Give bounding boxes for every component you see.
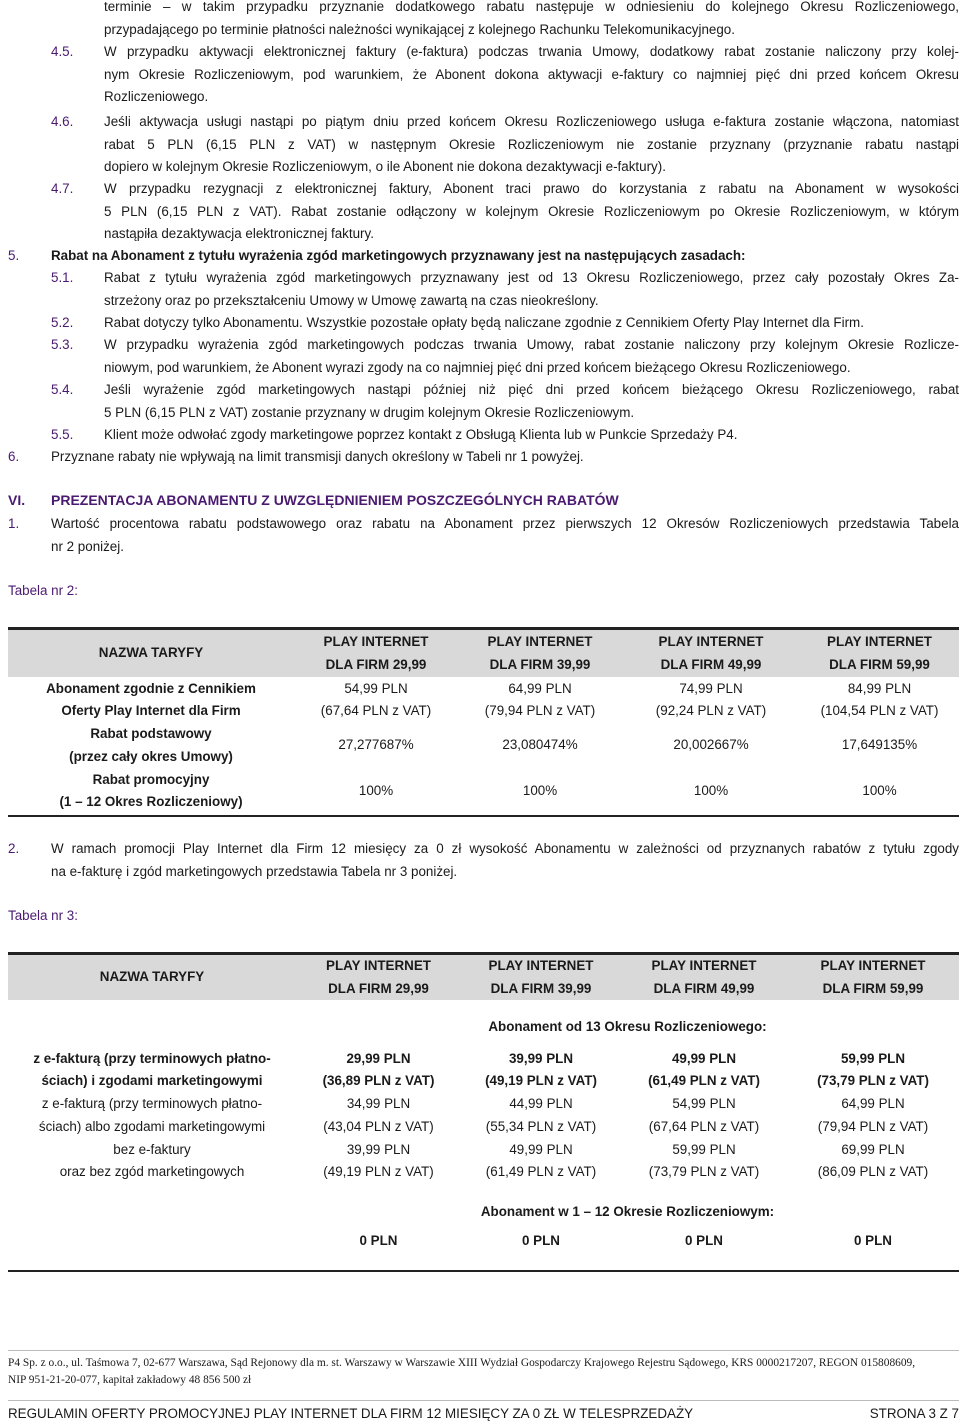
table-2-col-header <box>800 630 959 677</box>
table-cell <box>787 1138 959 1184</box>
cell-line-2: (92,24 PLN z VAT) <box>655 703 767 718</box>
item-5-text: Rabat na Abonament z tytułu wyrażenia zgód marketingowych przyznawany jest na następujących zasadach: <box>51 248 746 263</box>
table-2-header-label: NAZWA TARYFY <box>98 645 204 661</box>
footer-company-line-1: P4 Sp. z o.o., ul. Taśmowa 7, 02-677 Warszawa, Sąd Rejonowy dla m. st. Warszawy w Warszawie XIII Wydział Gospodarczy Krajowego Rejestru Sądowego, KRS 0000217207, REGON 015808609, <box>8 1357 916 1369</box>
table-3-col-header <box>461 955 621 1000</box>
row-label-line-1: z e-fakturą (przy terminowych płatno- <box>33 1050 271 1066</box>
cell-line-1: 49,99 PLN <box>509 1141 573 1157</box>
item-5-4-line-2: 5 PLN (6,15 PLN z VAT) zostanie przyznany w drugim kolejnym Okresie Rozliczeniowym. <box>104 404 635 420</box>
cell-line-1: 74,99 PLN <box>679 680 743 696</box>
section-vi-item-1-line-2: nr 2 poniżej. <box>51 538 124 554</box>
section-vi-item-1-number: 1. <box>8 516 20 531</box>
section-vi-item-2-text <box>51 838 959 883</box>
item-4-6-line-1: Jeśli aktywacja usługi nastąpi po piątym dniu przed końcem Okresu Rozliczeniowego usługa e-faktura zostanie włączona, natomiast <box>104 114 959 129</box>
cell-line-2: (86,09 PLN z VAT) <box>817 1164 929 1179</box>
cell-line-1: 69,99 PLN <box>841 1141 905 1157</box>
row-label-line-1: Abonament zgodnie z Cennikiem <box>46 680 256 696</box>
item-4-6-line-2: rabat 5 PLN (6,15 PLN z VAT) w następnym Okresie Rozliczeniowym nie zostanie przyznany (przyznanie rabatu nastąpi <box>104 136 959 152</box>
item-4-7-line-2: 5 PLN (6,15 PLN z VAT). Rabat zostanie odłączony w kolejnym Okresie Rozliczeniowym po Okresie Rozliczeniowym, w którym <box>104 203 959 219</box>
table-row <box>8 1093 959 1138</box>
table-cell <box>296 1047 461 1093</box>
row-label <box>8 723 294 768</box>
row-label-line-1: z e-fakturą (przy terminowych płatno- <box>41 1096 263 1111</box>
item-4-5-line-3: Rozliczeniowego. <box>104 89 209 104</box>
table-3-col-header <box>621 955 787 1000</box>
table-row <box>8 1138 959 1184</box>
table-cell <box>787 1093 959 1138</box>
row-label-line-2: ściach) albo zgodami marketingowymi <box>38 1118 266 1134</box>
cell-line-1: 59,99 PLN <box>672 1141 736 1157</box>
col-header-line-2: DLA FIRM 49,99 <box>660 656 762 672</box>
row-label-line-2: (1 – 12 Okres Rozliczeniowy) <box>59 794 243 809</box>
item-4-6-number: 4.6. <box>51 114 74 129</box>
cell-line-1: 49,99 PLN <box>671 1050 736 1066</box>
section-vi-item-1-line-1: Wartość procentowa rabatu podstawowego oraz rabatu na Abonament przez pierwszych 12 Okresów Rozliczeniowych przedstawia Tabela <box>51 516 959 531</box>
table-2-caption: Tabela nr 2: <box>8 583 78 598</box>
item-5-4-line-1: Jeśli wyrażenie zgód marketingowych nastąpi później niż pięć dni przed końcem bieżącego Okresu Rozliczeniowego, rabat <box>104 382 959 397</box>
table-3-subheader-2: Abonament w 1 – 12 Okresie Rozliczeniowym: <box>480 1203 775 1219</box>
para-top-line-1: terminie – w takim przypadku przyznanie dodatkowego rabatu następuje w odniesieniu do kolejnego Okresu Rozliczeniowego, <box>104 0 959 14</box>
item-5-1-line-1: Rabat z tytułu wyrażenia zgód marketingowych przyznawany jest od 13 Okresu Rozliczeniowego, przez cały pozostały Okres Za- <box>104 270 959 285</box>
table-row <box>8 677 959 723</box>
item-4-7-line-1: W przypadku rezygnacji z elektronicznej faktury, Abonent traci prawo do korzystania z rabatu na Abonament w wysokości <box>104 181 959 196</box>
col-header-line-2: DLA FIRM 39,99 <box>489 656 591 672</box>
table-cell <box>296 1138 461 1184</box>
item-4-6-text <box>104 111 959 179</box>
footer-bar-rule <box>8 1400 959 1401</box>
table-row <box>8 723 959 768</box>
col-header-line-2: DLA FIRM 49,99 <box>653 980 755 996</box>
row-label <box>8 677 294 723</box>
cell-line-1: 34,99 PLN <box>346 1096 411 1111</box>
item-6-number: 6. <box>8 449 20 464</box>
table-3-subheader-1: Abonament od 13 Okresu Rozliczeniowego: <box>488 1019 767 1035</box>
cell-line-2: (55,34 PLN z VAT) <box>485 1118 597 1134</box>
table-3-subheader-row <box>8 1184 959 1230</box>
footer-company-info <box>8 1355 960 1389</box>
table-cell: 100% <box>862 782 897 798</box>
col-header-line-1: PLAY INTERNET <box>651 958 757 973</box>
footer-doc-title: REGULAMIN OFERTY PROMOCYJNEJ PLAY INTERNET DLA FIRM 12 MIESIĘCY ZA 0 ZŁ W TELESPRZEDAŻY <box>8 1406 694 1421</box>
row-label <box>8 1047 296 1093</box>
table-3-subheader-spacer <box>8 1184 296 1230</box>
table-cell <box>458 677 622 723</box>
table-2-bottom-rule <box>8 815 959 817</box>
cell-line-2: (73,79 PLN z VAT) <box>817 1073 929 1088</box>
table-cell: 0 PLN <box>522 1233 560 1248</box>
item-5-1-line-2: strzeżony oraz po przekształceniu Umowy w Umowę zawartą na czas nieokreślony. <box>104 292 599 308</box>
table-3-caption: Tabela nr 3: <box>8 908 78 923</box>
row-label-line-1: Rabat podstawowy <box>90 726 212 741</box>
cell-line-2: (36,89 PLN z VAT) <box>322 1073 435 1088</box>
item-5-2-number: 5.2. <box>51 315 74 330</box>
item-6-text: Przyznane rabaty nie wpływają na limit transmisji danych określony w Tabeli nr 1 powyżej. <box>51 449 584 464</box>
footer-page-number: STRONA 3 Z 7 <box>869 1406 959 1421</box>
cell-line-1: 64,99 PLN <box>841 1096 905 1111</box>
table-cell <box>622 677 800 723</box>
col-header-line-1: PLAY INTERNET <box>827 634 932 649</box>
item-4-7-number: 4.7. <box>51 181 74 196</box>
cell-line-2: (79,94 PLN z VAT) <box>484 703 596 718</box>
cell-line-1: 44,99 PLN <box>509 1096 573 1111</box>
row-label-line-2: oraz bez zgód marketingowych <box>59 1164 245 1179</box>
row-label-line-2: (przez cały okres Umowy) <box>69 748 233 764</box>
table-2-col-header <box>294 630 458 677</box>
table-3-col-header <box>787 955 959 1000</box>
section-vi-item-1-text <box>51 513 959 558</box>
item-4-7-line-3: nastąpiła dezaktywacja elektronicznej faktury. <box>104 226 374 241</box>
cell-line-1: 64,99 PLN <box>508 680 572 696</box>
table-cell: 100% <box>358 782 394 798</box>
table-cell <box>461 1047 621 1093</box>
table-row <box>8 1047 959 1093</box>
item-5-3-number: 5.3. <box>51 337 74 352</box>
item-5-3-text <box>104 334 959 379</box>
table-cell: 0 PLN <box>685 1233 723 1248</box>
table-cell: 23,080474% <box>502 737 578 753</box>
item-5-2-text: Rabat dotyczy tylko Abonamentu. Wszystkie pozostałe opłaty będą naliczane zgodnie z Cennikiem Oferty Play Internet dla Firm. <box>104 315 864 330</box>
item-5-4-number: 5.4. <box>51 382 74 397</box>
item-5-1-number: 5.1. <box>51 270 74 285</box>
row-label-line-1: Rabat promocyjny <box>92 771 210 787</box>
col-header-line-2: DLA FIRM 59,99 <box>822 980 924 996</box>
col-header-line-2: DLA FIRM 39,99 <box>490 980 592 996</box>
item-5-3-line-2: niowym, pod warunkiem, że Abonent wyrazi zgody na co najmniej pięć dni przed końcem bieżącego Okresu Rozliczeniowego. <box>104 359 851 375</box>
para-top-line-2: przypadającego po terminie płatności należności wynikającej z kolejnego Rachunku Telekomunikacyjnego. <box>104 21 735 37</box>
cell-line-1: 54,99 PLN <box>344 680 408 696</box>
section-vi-title: PREZENTACJA ABONAMENTU Z UWZGLĘDNIENIEM POSZCZEGÓLNYCH RABATÓW <box>51 492 619 508</box>
item-4-5-text <box>104 41 959 109</box>
table-cell: 20,002667% <box>673 737 749 753</box>
cell-line-2: (67,64 PLN z VAT) <box>320 703 432 718</box>
col-header-line-1: PLAY INTERNET <box>326 958 431 973</box>
col-header-line-1: PLAY INTERNET <box>487 634 593 649</box>
item-4-6-line-3: dopiero w kolejnym Okresie Rozliczeniowym, o ile Abonent nie dokona dezaktywacji e-faktury). <box>104 159 666 174</box>
item-4-5-number: 4.5. <box>51 44 74 59</box>
cell-line-2: (49,19 PLN z VAT) <box>485 1073 597 1088</box>
table-cell: 100% <box>693 782 729 798</box>
section-vi-item-2-number: 2. <box>8 841 20 856</box>
cell-line-2: (104,54 PLN z VAT) <box>820 703 939 718</box>
table-cell <box>787 1047 959 1093</box>
row-label <box>8 768 294 814</box>
table-cell <box>296 1093 461 1138</box>
table-cell: 0 PLN <box>854 1233 892 1248</box>
item-5-4-text <box>104 379 959 424</box>
table-2 <box>8 630 959 814</box>
table-3-bottom-rule <box>8 1270 959 1272</box>
col-header-line-1: PLAY INTERNET <box>658 634 764 649</box>
table-cell <box>621 1047 787 1093</box>
item-5-5-number: 5.5. <box>51 427 74 442</box>
cell-line-1: 39,99 PLN <box>346 1141 411 1157</box>
table-2-col-header <box>622 630 800 677</box>
footer-rule <box>8 1350 959 1351</box>
cell-line-2: (49,19 PLN z VAT) <box>323 1164 434 1179</box>
table-cell: 0 PLN <box>359 1233 398 1248</box>
item-5-number: 5. <box>8 248 20 263</box>
item-4-5-line-1: W przypadku aktywacji elektronicznej faktury (e-faktura) podczas trwania Umowy, dodatkowy rabat zostanie naliczony przy kolej- <box>104 44 959 59</box>
table-2-header-row <box>8 630 959 677</box>
table-2-col-header <box>458 630 622 677</box>
item-5-5-text: Klient może odwołać zgody marketingowe poprzez kontakt z Obsługą Klienta lub w Punkcie Sprzedaży P4. <box>104 427 738 442</box>
table-cell <box>800 677 959 723</box>
col-header-line-2: DLA FIRM 29,99 <box>325 656 427 672</box>
row-label <box>8 1093 296 1138</box>
table-3-col-header <box>296 955 461 1000</box>
col-header-line-2: DLA FIRM 59,99 <box>829 656 930 672</box>
table-3-subheader-row <box>8 1000 959 1047</box>
row-label-line-2: ściach) i zgodami marketingowymi <box>41 1073 263 1088</box>
footer-company-line-2: NIP 951-21-20-077, kapitał zakładowy 48 856 500 zł <box>8 1374 252 1386</box>
cell-line-2: (61,49 PLN z VAT) <box>648 1073 760 1088</box>
cell-line-2: (67,64 PLN z VAT) <box>648 1118 760 1134</box>
cell-line-1: 84,99 PLN <box>847 680 912 696</box>
item-5-1-text <box>104 267 959 312</box>
section-vi-item-2-line-2: na e-fakturę i zgód marketingowych przedstawia Tabela nr 3 poniżej. <box>51 863 458 879</box>
item-4-5-line-2: nym Okresie Rozliczeniowym, pod warunkiem, że Abonent dokona aktywacji e-faktury co najmniej pięć dni przed końcem Okresu <box>104 66 959 82</box>
cell-line-1: 59,99 PLN <box>840 1050 905 1066</box>
table-cell <box>621 1138 787 1184</box>
cell-line-1: 29,99 PLN <box>346 1050 411 1066</box>
row-label-line-1: bez e-faktury <box>113 1141 191 1157</box>
para-top <box>104 0 959 41</box>
table-cell: 27,277687% <box>338 737 414 753</box>
cell-line-2: (79,94 PLN z VAT) <box>817 1118 929 1134</box>
col-header-line-2: DLA FIRM 29,99 <box>328 980 429 996</box>
table-cell <box>621 1093 787 1138</box>
col-header-line-1: PLAY INTERNET <box>323 634 429 649</box>
table-3 <box>8 955 959 1276</box>
cell-line-2: (61,49 PLN z VAT) <box>485 1164 597 1179</box>
row-label-line-2: Oferty Play Internet dla Firm <box>61 703 241 718</box>
table-3-header-label: NAZWA TARYFY <box>99 969 205 985</box>
section-vi-number: VI. <box>8 492 26 508</box>
table-cell <box>461 1093 621 1138</box>
section-vi-item-2-line-1: W ramach promocji Play Internet dla Firm 12 miesięcy za 0 zł wysokość Abonamentu w zależności od przyznanych rabatów z tytułu zgody <box>51 841 959 856</box>
cell-line-2: (43,04 PLN z VAT) <box>323 1118 434 1134</box>
table-cell: 17,649135% <box>841 737 918 753</box>
table-row <box>8 768 959 814</box>
table-cell <box>294 677 458 723</box>
item-5-3-line-1: W przypadku wyrażenia zgód marketingowych podczas trwania Umowy, rabat zostanie naliczony przy kolejnym Okresie Rozlicze- <box>104 337 959 352</box>
cell-line-1: 39,99 PLN <box>508 1050 573 1066</box>
item-4-7-text <box>104 178 959 246</box>
table-cell: 100% <box>522 782 558 798</box>
row-label <box>8 1138 296 1184</box>
table-3-subheader-spacer <box>8 1000 296 1047</box>
cell-line-2: (73,79 PLN z VAT) <box>648 1164 760 1179</box>
col-header-line-1: PLAY INTERNET <box>488 958 594 973</box>
col-header-line-1: PLAY INTERNET <box>820 958 926 973</box>
table-cell <box>461 1138 621 1184</box>
cell-line-1: 54,99 PLN <box>672 1096 736 1111</box>
table-3-header-row <box>8 955 959 1000</box>
